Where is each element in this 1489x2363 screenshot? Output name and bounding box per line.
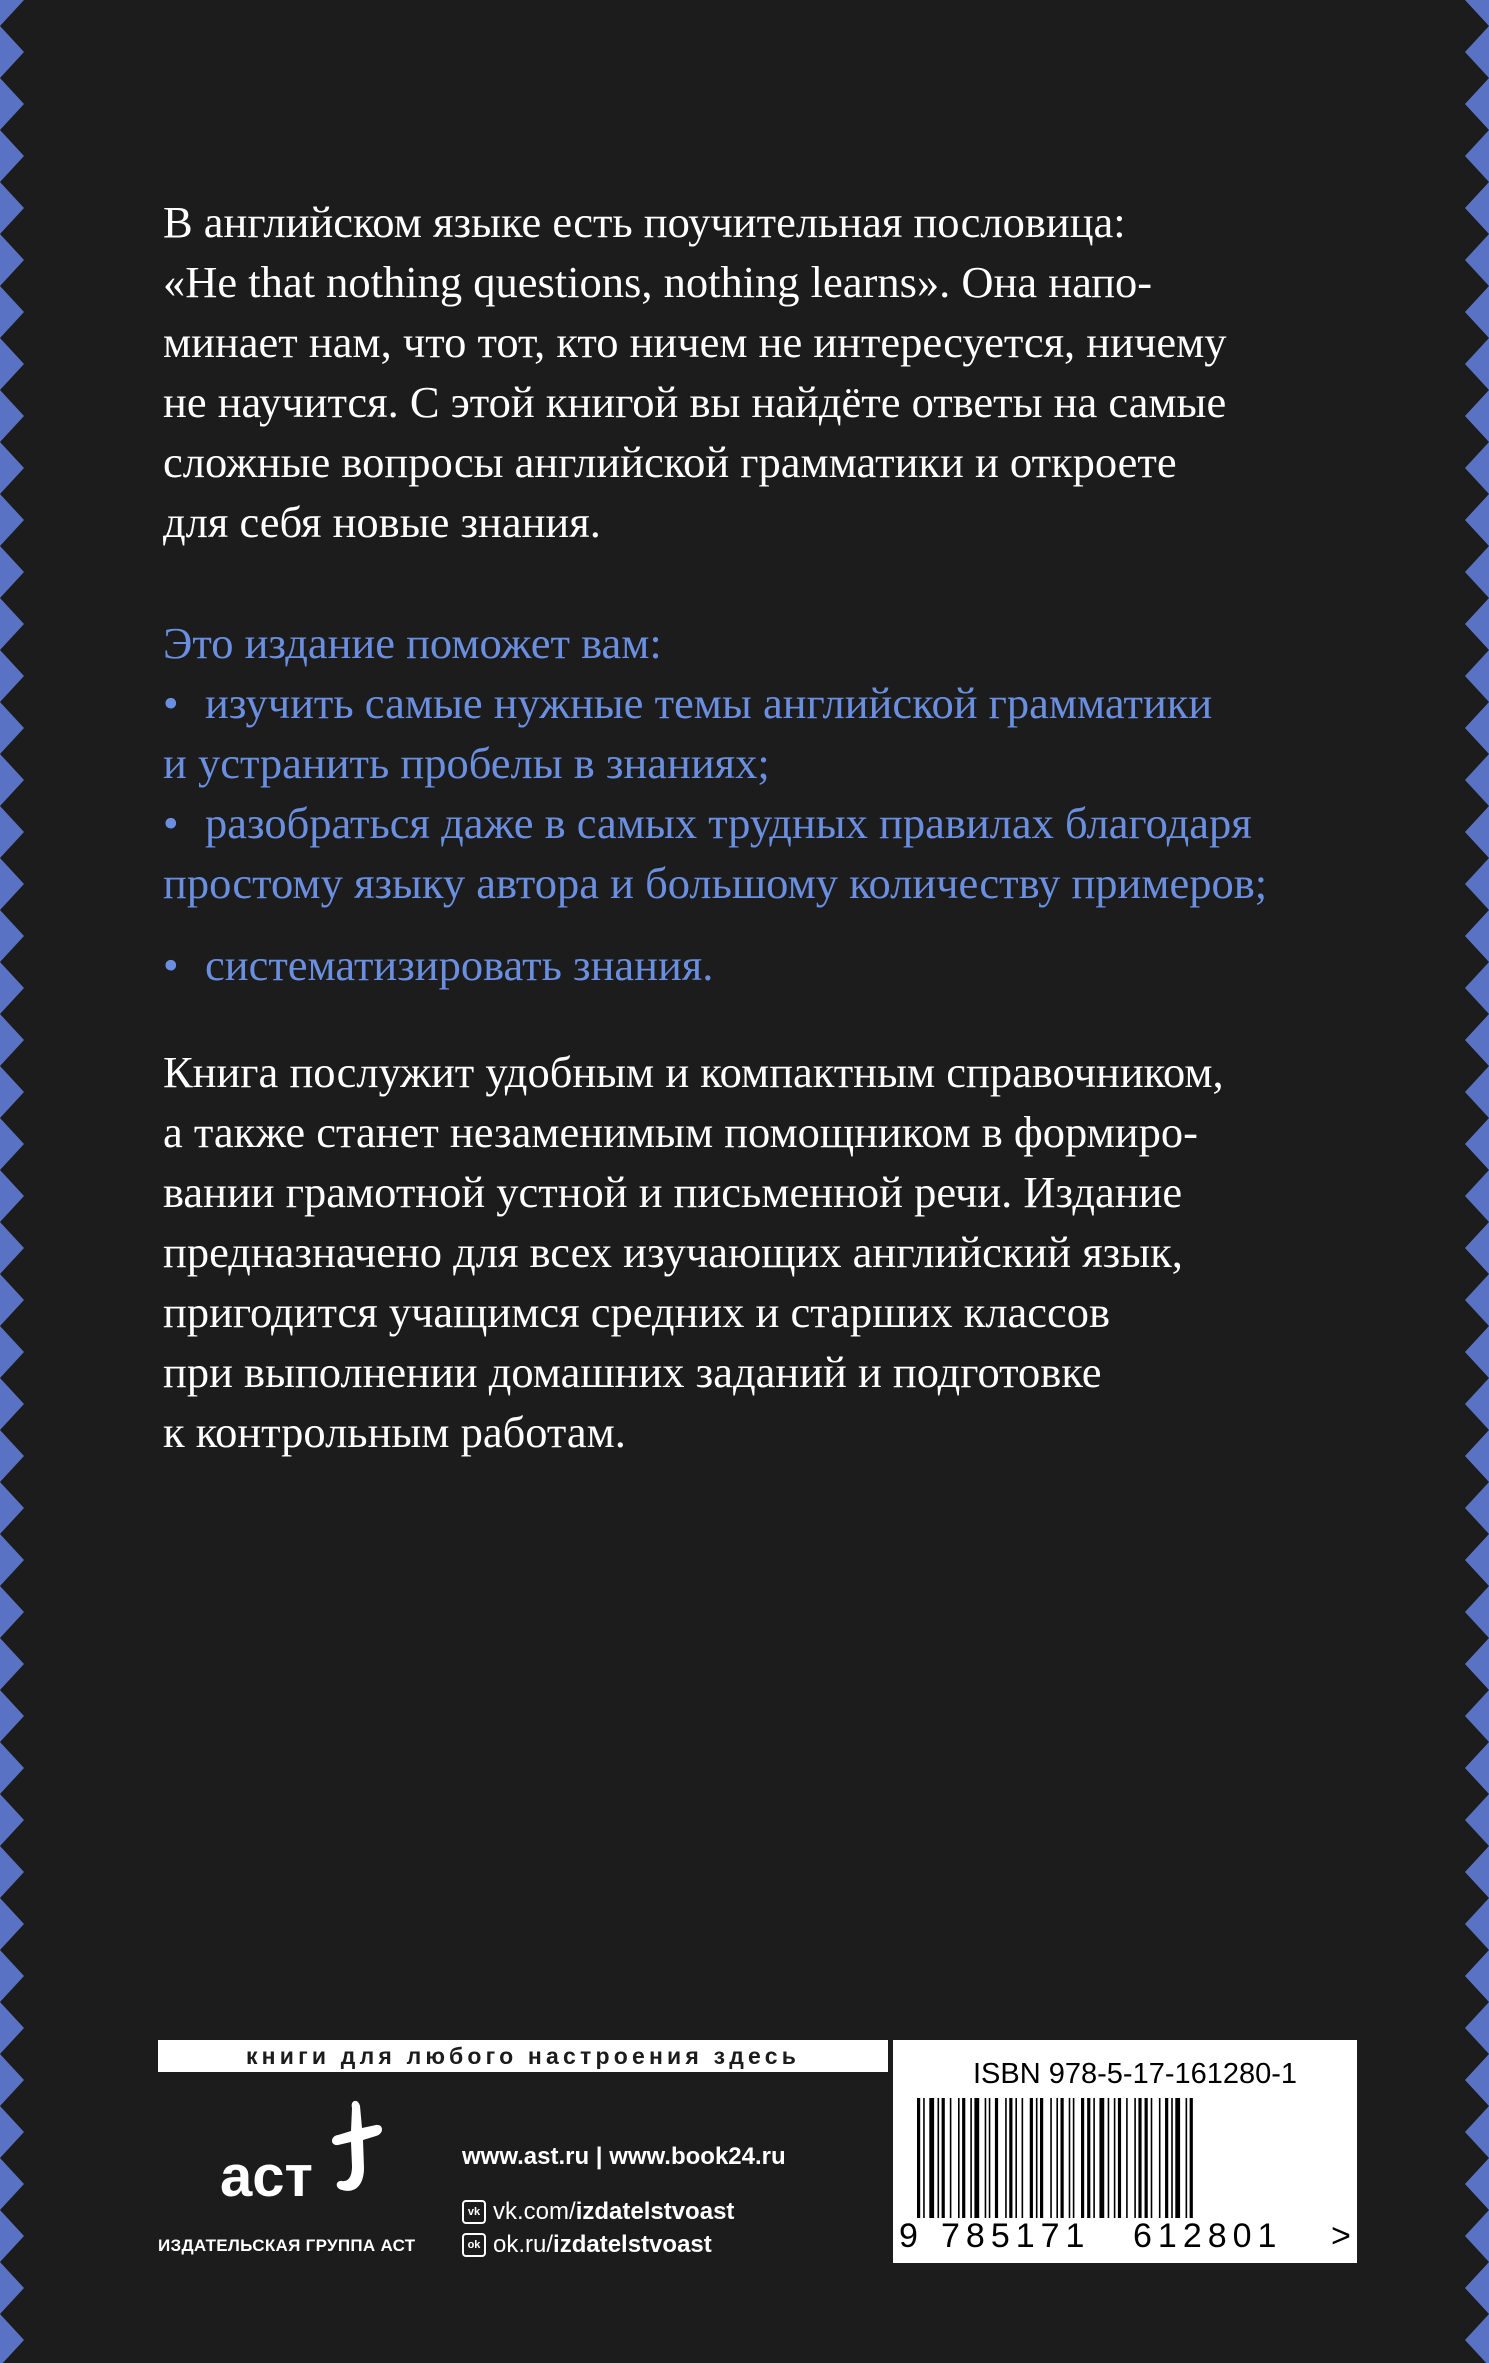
barcode-bar (1040, 2098, 1043, 2218)
barcode-bar (917, 2098, 920, 2218)
barcode-bar (1050, 2098, 1052, 2218)
closing-paragraph (163, 1042, 1224, 1462)
barcode-bar (929, 2098, 934, 2218)
barcode-bar (1015, 2098, 1017, 2218)
barcode-bar (1081, 2098, 1084, 2218)
barcode-bar (1171, 2098, 1173, 2218)
barcode-bar (938, 2098, 940, 2218)
intro-line: «He that nothing questions, nothing learns». Она напо- (163, 257, 1153, 307)
barcode-bar (1093, 2098, 1095, 2218)
logo-text: аст (220, 2144, 313, 2209)
features-heading: Это издание поможет вам: (163, 618, 662, 668)
feature-text: систематизировать знания. (205, 940, 714, 990)
barcode-bar (1069, 2098, 1071, 2218)
barcode-bar (1087, 2098, 1090, 2218)
barcode-digit-group: 612801 (1133, 2217, 1283, 2255)
publisher-websites[interactable]: www.ast.ru | www.book24.ru (462, 2143, 786, 2170)
barcode-bar (1190, 2098, 1193, 2218)
barcode-bar (989, 2098, 991, 2218)
right-zigzag-border (1429, 0, 1489, 2363)
barcode-bar (1061, 2098, 1064, 2218)
intro-line: В английском языке есть поучительная пословица: (163, 197, 1126, 247)
barcode-bar (1145, 2098, 1148, 2218)
barcode-digits (893, 2217, 1357, 2257)
barcode-bar (958, 2098, 960, 2218)
barcode-bar (1005, 2098, 1007, 2218)
barcode-bar (1022, 2098, 1024, 2218)
spacer (163, 913, 1267, 935)
odnoklassniki-icon: ok (462, 2233, 486, 2257)
isbn-number: ISBN 978-5-17-161280-1 (973, 2058, 1298, 2090)
barcode-bar (923, 2098, 925, 2218)
barcode-digit-group: 785171 (941, 2217, 1091, 2255)
intro-line: для себя новые знания. (163, 497, 601, 547)
zigzag-shape (0, 0, 24, 2363)
barcode-bar (962, 2098, 965, 2218)
bullet-icon: • (163, 940, 179, 990)
barcode-bar (1108, 2098, 1110, 2218)
vk-icon: vk (462, 2200, 486, 2224)
barcode-bar (942, 2098, 945, 2218)
barcode-bar (950, 2098, 952, 2218)
tagline-banner: книги для любого настроения здесь (158, 2040, 888, 2072)
barcode-bar (1165, 2098, 1168, 2218)
intro-line: не научится. С этой книгой вы найдёте ответы на самые (163, 377, 1227, 427)
closing-line: Книга послужит удобным и компактным справочником, (163, 1047, 1224, 1097)
barcode-bar (985, 2098, 987, 2218)
feature-text-continued: и устранить пробелы в знаниях; (163, 738, 770, 788)
barcode-bar (1118, 2098, 1121, 2218)
barcode-bar (1036, 2098, 1038, 2218)
zigzag-shape (1465, 0, 1489, 2363)
feature-text: изучить самые нужные темы английской грамматики (205, 678, 1213, 728)
closing-line: к контрольным работам. (163, 1407, 626, 1457)
barcode-bar (1134, 2098, 1136, 2218)
feature-item (163, 673, 1267, 733)
barcode-bar (1159, 2098, 1161, 2218)
feature-text-continued: простому языку автора и большому количеству примеров; (163, 858, 1268, 908)
barcode-bar (1126, 2098, 1128, 2218)
closing-line: а также станет незаменимым помощником в формиро- (163, 1107, 1198, 1157)
features-list (163, 613, 1267, 995)
bullet-icon: • (163, 678, 179, 728)
intro-paragraph (163, 192, 1226, 552)
vk-prefix: vk.com/ (493, 2198, 576, 2225)
vk-handle: izdatelstvoast (575, 2198, 735, 2225)
vk-link[interactable] (462, 2198, 734, 2226)
barcode-bar (995, 2098, 998, 2218)
barcode-bar (1009, 2098, 1012, 2218)
feature-item (163, 935, 1267, 995)
ast-publisher-logo (200, 2098, 400, 2218)
ok-link[interactable] (462, 2231, 712, 2259)
barcode-first-digit: 9 (899, 2217, 918, 2255)
barcode-bar (1175, 2098, 1180, 2218)
feature-text: разобраться даже в самых трудных правилах благодаря (205, 798, 1252, 848)
publisher-name: ИЗДАТЕЛЬСКАЯ ГРУППА АСТ (158, 2236, 416, 2255)
closing-line: предназначено для всех изучающих английский язык, (163, 1227, 1183, 1277)
barcode-bar (1114, 2098, 1116, 2218)
bullet-icon: • (163, 798, 179, 848)
barcode-bar (1151, 2098, 1153, 2218)
feature-item (163, 793, 1267, 853)
barcode-bar (974, 2098, 979, 2218)
barcode-bar (1056, 2098, 1058, 2218)
closing-line: при выполнении домашних заданий и подготовке (163, 1347, 1102, 1397)
left-zigzag-border (0, 0, 60, 2363)
closing-line: вании грамотной устной и письменной речи. Издание (163, 1167, 1183, 1217)
closing-line: пригодится учащимся средних и старших классов (163, 1287, 1111, 1337)
intro-line: сложные вопросы английской грамматики и откроете (163, 437, 1177, 487)
barcode-bar (1138, 2098, 1141, 2218)
ean13-barcode (911, 2098, 1331, 2218)
barcode-arrow: > (1331, 2217, 1351, 2255)
barcode-bar (1073, 2098, 1075, 2218)
barcode-panel (893, 2040, 1357, 2263)
barcode-bar (1030, 2098, 1033, 2218)
ok-prefix: ok.ru/ (493, 2231, 554, 2258)
barcode-bar (1186, 2098, 1188, 2218)
ok-handle: izdatelstvoast (553, 2231, 712, 2258)
intro-line: минает нам, что тот, кто ничем не интересуется, ничему (163, 317, 1227, 367)
barcode-bar (1099, 2098, 1104, 2218)
barcode-bar (970, 2098, 972, 2218)
